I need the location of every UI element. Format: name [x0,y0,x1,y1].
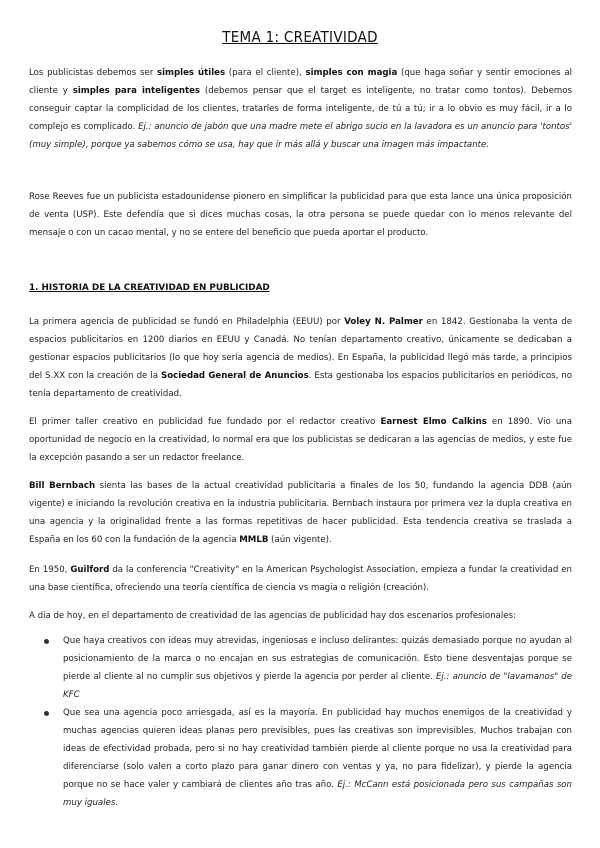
text-run: (que haga soñar y sentir emociones al cliente y [29,68,573,96]
text-run: La primera agencia de publicidad se fundó en Philadelphia (EEUU) por [29,317,345,327]
bold-text: Bill Bernbach [29,481,96,491]
text-run: . Esta gestionaba los espacios publicitarios en periódicos, no tenía departamento de creatividad. [29,371,573,399]
text-run: en 1890. Vio una oportunidad de negocio en la creatividad, lo normal era que los publicistas se dedicaran a las agencias de medios, y este fue la excepción pasando a ser un redactor freelance. [29,417,572,463]
history-paragraph-5 [29,607,572,625]
bold-text: simples para inteligentes [72,86,201,96]
history-paragraph-2 [29,413,572,467]
text-run: sienta las bases de la actual creatividad publicitaria a finales de los 50, fundando la agencia DDB (aún vigente) e iniciando la revolución creativa en la industria publicitaria. Bernbach instaura por primera vez la dupla creativa en una agencia y la originalidad frente a las formas repetitivas de hacer publicidad. Esta tendencia creativa se traslada a España en los 60 con la fundación de la agencia [29,481,572,545]
bold-text: Sociedad General de Anuncios [161,371,309,381]
text-run: (para el cliente), [225,68,306,78]
list-item-text [63,636,572,700]
italic-text: Ej.: McCann está posicionada pero sus campañas son muy iguales. [63,780,573,808]
text-run: (aún vigente). [268,535,332,545]
text-run: Que sea una agencia poco arriesgada, así es la mayoría. En publicidad hay muchos enemigos de la creatividad y muchas agencias quieren ideas planas pero previsibles, pues las creativas son imprevisibles. Muchos trabajan con ideas de efectividad probada, pero si no hay creatividad también pierde al cliente porque no usa la creatividad para diferenciarse (solo valen a corto plazo para ganar dinero con ventas y ya, no para fidelizar), y pierde la agencia porque no se hace valer y cambiará de clientes año tras año. [63,708,572,790]
bold-text: Guilford [70,565,110,575]
bold-text: MMLB [239,535,269,545]
text-run: en 1842. Gestionaba la venta de espacios publicitarios en 1200 diarios en EEUU y Canadá. No tenían departamento creativo, únicamente se dedicaban a gestionar espacios publicitarios (lo que hoy sería agencia de medios). En España, la publicidad llegó más tarde, a principios del S.XX con la creación de la [29,317,573,381]
text-run: Los publicistas debemos ser [29,68,157,78]
italic-text: Ej.: anuncio de jabón que una madre mete el abrigo sucio en la lavadora es un anuncio para 'tontos' (muy simple), porque ya sabemos cómo se usa, hay que ir más allá y buscar una imagen más impactante. [29,122,572,150]
list-item [29,704,572,812]
history-paragraph-3 [29,477,572,549]
section-heading: 1. HISTORIA DE LA CREATIVIDAD EN PUBLICIDAD [29,283,270,293]
text-run: Rose Reeves fue un publicista estadounidense pionero en simplificar la publicidad para que esta lance una única proposición de venta (USP). Este defendía que si dices muchas cosas, la otra persona se puede quedar con lo menos relevante del mensaje o con un cacao mental, y no se entere del beneficio que pueda aportar el producto. [29,192,572,238]
scenarios-list [29,632,572,812]
text-run: En 1950, [29,565,71,575]
bold-text: simples útiles [156,68,226,78]
list-item-text [63,708,572,808]
bold-text: Earnest Elmo Calkins [380,417,487,427]
text-run: (debemos pensar que el target es inteligente, no tratar como tontos). Debemos conseguir captar la complicidad de los clientes, tratarles de forma inteligente, de tú a tú; ir a lo obvio es muy fácil, ir a lo complejo es complicado. [29,86,572,132]
text-run: Que haya creativos con ideas muy atrevidas, ingeniosas e incluso delirantes: quizás demasiado porque no ayudan al posicionamiento de la marca o no encajan en sus estrategias de comunicación. Esto tiene desventajas porque se pierde al cliente al no cumplir sus objetivos y pierde la agencia por perder al cliente. [63,636,572,682]
page-title: TEMA 1: CREATIVIDAD [222,28,378,46]
bullet-icon [44,639,49,644]
intro-paragraph-2 [29,188,572,242]
italic-text: Ej.: anuncio de "lavamanos" de KFC [63,672,572,700]
text-run: A día de hoy, en el departamento de creatividad de las agencias de publicidad hay dos escenarios profesionales: [29,611,516,621]
intro-paragraph-1 [29,64,572,154]
bullet-icon [44,711,49,716]
bold-text: Voley N. Palmer [344,317,423,327]
bold-text: simples con magia [305,68,398,78]
list-item [29,632,572,704]
text-run: da la conferencia "Creativity" en la American Psychologist Association, empieza a fundar la creatividad en una base científica, ofreciendo una teoría científica de ciencia vs magia o religión (creación). [29,565,573,593]
text-run: El primer taller creativo en publicidad fue fundado por el redactor creativo [29,417,381,427]
history-paragraph-1 [29,313,572,403]
history-paragraph-4 [29,561,572,597]
